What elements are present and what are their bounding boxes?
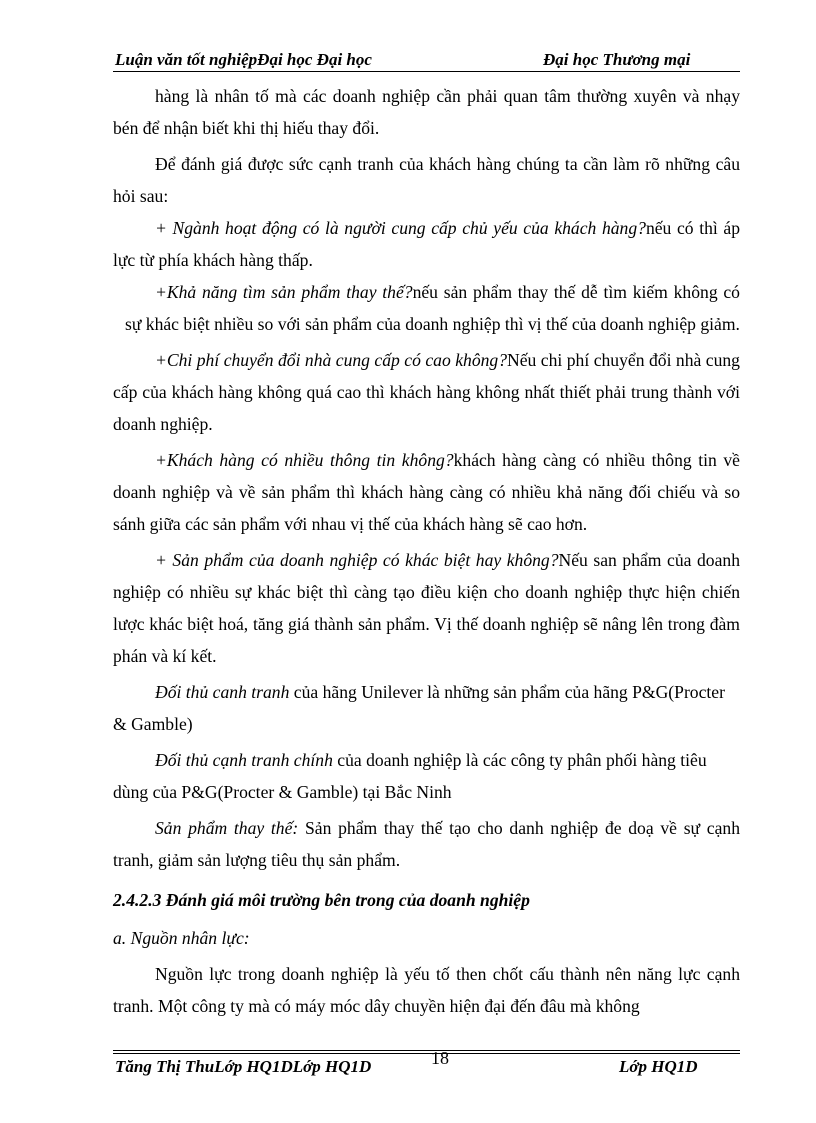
question-product-difference-answer: Nếu san phẩm của doanh nghiệp có nhiều sự khác biệt thì càng tạo điều kiện cho doanh nghiệp thực hiện chiến lược khác biệt hoá, tăng giá thành sản phẩm. Vị thế doanh nghiệp sẽ nâng lên trong đàm phán và kí kết. <box>113 550 740 666</box>
header-university: Đại học Thương mại <box>543 50 691 69</box>
document-body <box>113 80 740 1022</box>
paragraph-main-competitors <box>113 744 740 808</box>
question-product-difference <box>113 544 740 672</box>
header-thesis-title: Luận văn tốt nghiệpĐại học Đại học <box>115 50 372 69</box>
paragraph-competitors <box>113 676 740 740</box>
page-footer <box>113 1048 740 1080</box>
footer-rule-top <box>113 1050 740 1051</box>
question-customer-information-answer: khách hàng càng có nhiều thông tin về doanh nghiệp và về sản phẩm thì khách hàng càng có nhiều khả năng đối chiếu và so sánh giữa các sản phẩm với nhau vị thế của khách hàng sẽ cao hơn. <box>113 450 740 534</box>
paragraph-substitute-products <box>113 812 740 876</box>
page-header <box>113 48 740 72</box>
paragraph-customers-sensitivity: hàng là nhân tố mà các doanh nghiệp cần phải quan tâm thường xuyên và nhạy bén để nhận biết khi thị hiếu thay đổi. <box>113 86 740 138</box>
header-rule <box>113 71 740 72</box>
paragraph-human-resources: Nguồn lực trong doanh nghiệp là yếu tố then chốt cấu thành nên năng lực cạnh tranh. Một công ty mà có máy móc dây chuyền hiện đại đến đâu mà không <box>113 964 740 1016</box>
competitors-text: của hãng Unilever là những sản phẩm của hãng P&G(Procter & Gamble) <box>113 682 725 734</box>
question-main-supplier <box>113 212 740 276</box>
question-product-difference-text: + Sản phẩm của doanh nghiệp có khác biệt hay không? <box>155 550 559 570</box>
question-switching-cost-text: +Chi phí chuyển đổi nhà cung cấp có cao không? <box>155 350 508 370</box>
question-customer-information <box>113 444 740 540</box>
question-substitutes-text: +Khả năng tìm sản phẩm thay thế? <box>155 282 413 302</box>
question-substitutes-answer: nếu sản phẩm thay thế dễ tìm kiếm không có sự khác biệt nhiều so với sản phẩm của doanh nghiệp thì vị thế của doanh nghiệp giảm. <box>125 282 740 334</box>
substitute-products-text: Sản phẩm thay thế tạo cho danh nghiệp đe doạ về sự cạnh tranh, giảm sản lượng tiêu thụ sản phẩm. <box>113 818 741 870</box>
paragraph-questions-intro: Để đánh giá được sức cạnh tranh của khách hàng chúng ta cần làm rõ những câu hỏi sau: <box>113 154 740 206</box>
main-competitors-term: Đối thủ cạnh tranh chính <box>155 750 333 770</box>
question-switching-cost <box>113 344 740 440</box>
question-customer-information-text: +Khách hàng có nhiều thông tin không? <box>155 450 454 470</box>
footer-author: Tăng Thị ThuLớp HQ1DLớp HQ1D <box>115 1057 372 1076</box>
competitors-term: Đối thủ canh tranh <box>155 682 290 702</box>
footer-class: Lớp HQ1D <box>619 1057 698 1076</box>
main-competitors-text: của doanh nghiệp là các công ty phân phối hàng tiêu dùng của P&G(Procter & Gamble) tại Bắc Ninh <box>113 750 707 802</box>
substitute-products-term: Sản phẩm thay thế: <box>155 818 299 838</box>
subsection-heading: a. Nguồn nhân lực: <box>113 928 250 948</box>
question-main-supplier-answer: nếu có thì áp lực từ phía khách hàng thấp. <box>113 218 740 270</box>
section-heading: 2.4.2.3 Đánh giá môi trường bên trong của doanh nghiệp <box>113 890 530 910</box>
question-switching-cost-answer: Nếu chi phí chuyển đổi nhà cung cấp của khách hàng không quá cao thì khách hàng không nhất thiết phải trung thành với doanh nghiệp. <box>113 350 740 434</box>
page-number: 18 <box>431 1048 449 1068</box>
question-main-supplier-text: + Ngành hoạt động có là người cung cấp chủ yếu của khách hàng? <box>155 218 646 238</box>
question-substitutes <box>113 276 740 340</box>
